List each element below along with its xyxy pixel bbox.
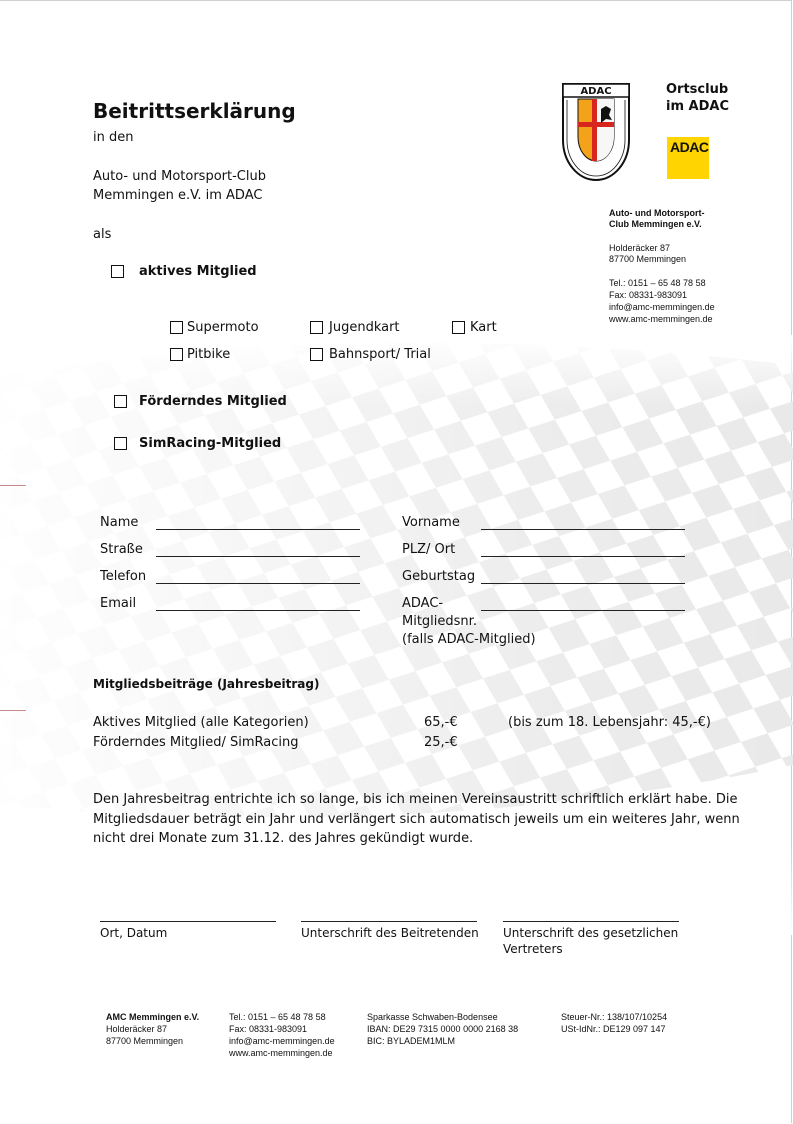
contact-fax: Fax: 08331-983091	[609, 290, 688, 300]
amc-seal-logo	[561, 82, 631, 184]
footer-steuer: Steuer-Nr.: 138/107/10254	[561, 1012, 668, 1022]
terms-line2: Mitgliedsdauer beträgt ein Jahr und verlängert sich automatisch jeweils um ein weiteres Jahr, wenn	[93, 812, 740, 827]
footer-org: AMC Memmingen e.V.	[106, 1012, 200, 1022]
bahnsport-label: Bahnsport/ Trial	[329, 347, 431, 362]
fee-foerdernd-value: 25,-€	[424, 735, 458, 750]
adac-nr-label-line1: ADAC-	[402, 596, 444, 611]
email-field[interactable]	[156, 610, 360, 611]
footer-city: 87700 Memmingen	[106, 1036, 184, 1046]
fees-heading: Mitgliedsbeiträge (Jahresbeitrag)	[93, 677, 320, 691]
telefon-label: Telefon	[100, 569, 147, 584]
ort-datum-label: Ort, Datum	[100, 926, 168, 940]
jugendkart-checkbox[interactable]	[310, 321, 323, 334]
ortsclub-line2: im ADAC	[666, 99, 729, 114]
page-title: Beitrittserklärung	[93, 99, 296, 123]
ortsclub-line1: Ortsclub	[666, 82, 729, 97]
vorname-label: Vorname	[402, 515, 460, 530]
geburtstag-field[interactable]	[481, 583, 685, 584]
footer-ustid: USt-IdNr.: DE129 097 147	[561, 1024, 666, 1034]
plz-ort-field[interactable]	[481, 556, 685, 557]
seal-top-text: ADAC	[580, 86, 612, 97]
fee-aktiv-label: Aktives Mitglied (alle Kategorien)	[93, 715, 309, 730]
supermoto-checkbox[interactable]	[170, 321, 183, 334]
fee-foerdernd-label: Förderndes Mitglied/ SimRacing	[93, 735, 299, 750]
name-field[interactable]	[156, 529, 360, 530]
telefon-field[interactable]	[156, 583, 360, 584]
vertreter-label-line2: Vertreters	[503, 942, 563, 956]
footer-bic: BIC: BYLADEM1MLM	[367, 1036, 456, 1046]
geburtstag-label: Geburtstag	[402, 569, 476, 584]
foerdernd-checkbox[interactable]	[114, 395, 127, 408]
unterschrift-field[interactable]	[301, 921, 477, 922]
plz-ort-label: PLZ/ Ort	[402, 542, 456, 557]
simracing-label: SimRacing-Mitglied	[139, 436, 282, 451]
adac-nr-label-line3: (falls ADAC-Mitglied)	[402, 632, 536, 647]
footer-bank: Sparkasse Schwaben-Bodensee	[367, 1012, 498, 1022]
contact-name-line1: Auto- und Motorsport-	[609, 208, 705, 218]
contact-name-line2: Club Memmingen e.V.	[609, 219, 702, 229]
margin-fold-mark	[0, 710, 26, 711]
adac-nr-label-line2: Mitgliedsnr.	[402, 614, 477, 629]
footer-iban: IBAN: DE29 7315 0000 0000 2168 38	[367, 1024, 519, 1034]
contact-email: info@amc-memmingen.de	[609, 302, 715, 312]
in-den-text: in den	[93, 130, 134, 145]
strasse-field[interactable]	[156, 556, 360, 557]
strasse-label: Straße	[100, 542, 143, 557]
bahnsport-checkbox[interactable]	[310, 348, 323, 361]
kart-checkbox[interactable]	[452, 321, 465, 334]
terms-line1: Den Jahresbeitrag entrichte ich so lange, bis ich meinen Vereinsaustritt schriftlich erklärt habe. Die	[93, 792, 738, 807]
email-label: Email	[100, 596, 137, 611]
name-label: Name	[100, 515, 139, 530]
contact-tel: Tel.: 0151 – 65 48 78 58	[609, 278, 706, 288]
foerdernd-label: Förderndes Mitglied	[139, 394, 287, 409]
kart-label: Kart	[470, 320, 497, 335]
aktiv-checkbox[interactable]	[111, 265, 124, 278]
terms-line3: nicht drei Monate zum 31.12. des Jahres gekündigt wurde.	[93, 831, 474, 846]
adac-logo-text: ADAC	[670, 139, 709, 155]
footer-street: Holderäcker 87	[106, 1024, 168, 1034]
pitbike-checkbox[interactable]	[170, 348, 183, 361]
footer-fax: Fax: 08331-983091	[229, 1024, 308, 1034]
fee-aktiv-note: (bis zum 18. Lebensjahr: 45,-€)	[508, 715, 711, 730]
aktiv-label: aktives Mitglied	[139, 264, 257, 279]
adac-logo	[667, 137, 709, 179]
footer-web: www.amc-memmingen.de	[229, 1048, 333, 1058]
vertreter-field[interactable]	[503, 921, 679, 922]
contact-city: 87700 Memmingen	[609, 254, 687, 264]
ort-datum-field[interactable]	[100, 921, 276, 922]
vertreter-label-line1: Unterschrift des gesetzlichen	[503, 926, 679, 940]
club-name-line1: Auto- und Motorsport-Club	[93, 169, 266, 184]
pitbike-label: Pitbike	[187, 347, 231, 362]
club-name-line2: Memmingen e.V. im ADAC	[93, 188, 263, 203]
supermoto-label: Supermoto	[187, 320, 259, 335]
unterschrift-label: Unterschrift des Beitretenden	[301, 926, 479, 940]
als-text: als	[93, 227, 112, 242]
jugendkart-label: Jugendkart	[329, 320, 400, 335]
footer-tel: Tel.: 0151 – 65 48 78 58	[229, 1012, 326, 1022]
margin-fold-mark	[0, 485, 26, 486]
contact-street: Holderäcker 87	[609, 243, 671, 253]
adac-nr-field[interactable]	[481, 610, 685, 611]
fee-aktiv-value: 65,-€	[424, 715, 458, 730]
vorname-field[interactable]	[481, 529, 685, 530]
footer-email: info@amc-memmingen.de	[229, 1036, 335, 1046]
simracing-checkbox[interactable]	[114, 437, 127, 450]
contact-web: www.amc-memmingen.de	[609, 314, 713, 324]
